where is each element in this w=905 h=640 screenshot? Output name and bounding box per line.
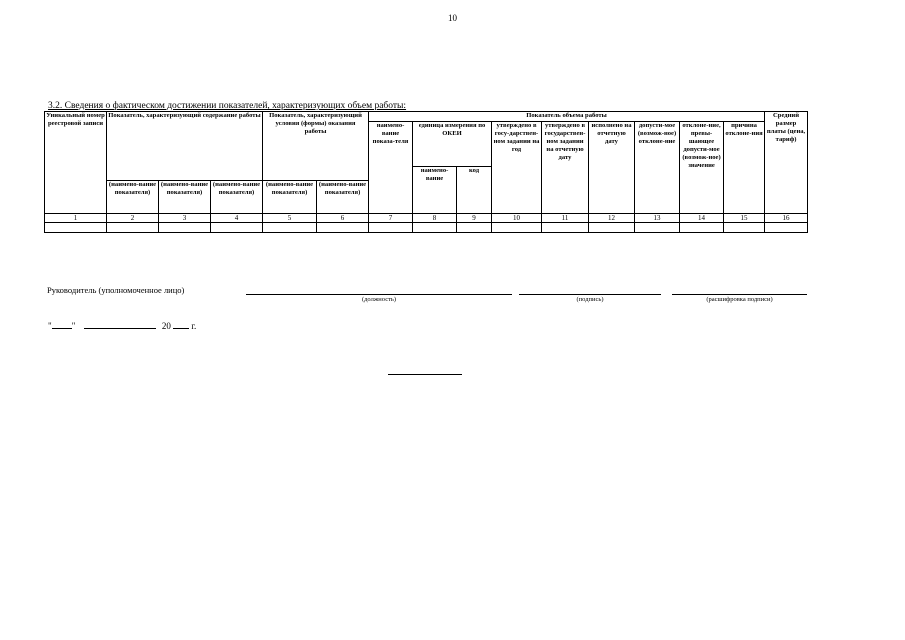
signature-label: Руководитель (уполномоченное лицо) <box>47 285 185 295</box>
header-average-fee: Средний размер платы (цена, тариф) <box>765 112 808 214</box>
quote-open: " <box>48 321 52 331</box>
column-number: 14 <box>680 214 724 223</box>
data-cell[interactable] <box>680 223 724 233</box>
header-content-indicator: Показатель, характеризующий содержание работы <box>107 112 263 181</box>
column-number: 10 <box>492 214 542 223</box>
column-number: 7 <box>369 214 413 223</box>
column-number: 13 <box>635 214 680 223</box>
column-number: 4 <box>211 214 263 223</box>
data-cell[interactable] <box>211 223 263 233</box>
quote-close: " <box>71 321 76 331</box>
position-caption: (должность) <box>361 296 397 303</box>
column-number: 11 <box>542 214 589 223</box>
header-condition-indicator: Показатель, характеризующий условия (формы) оказания работы <box>263 112 369 181</box>
decode-line[interactable] <box>672 294 807 295</box>
header-sub-indicator: (наимено-вание показателя) <box>159 181 211 214</box>
header-okei-code: код <box>457 167 492 214</box>
column-number: 2 <box>107 214 159 223</box>
column-number: 3 <box>159 214 211 223</box>
header-deviation-reason: причина отклоне-ния <box>724 122 765 214</box>
year-suffix: г. <box>191 321 197 331</box>
signature-caption: (подпись) <box>576 296 604 303</box>
data-cell[interactable] <box>263 223 317 233</box>
year-field[interactable] <box>173 320 189 329</box>
data-cell[interactable] <box>724 223 765 233</box>
data-cell[interactable] <box>45 223 107 233</box>
page-number: 10 <box>448 13 457 23</box>
column-number: 1 <box>45 214 107 223</box>
header-deviation-exceeding: отклоне-ние, превы-шающее допусти-мое (возмож-ное) значение <box>680 122 724 214</box>
header-sub-indicator: (наимено-вание показателя) <box>107 181 159 214</box>
data-cell[interactable] <box>317 223 369 233</box>
column-number: 5 <box>263 214 317 223</box>
header-allowed-deviation: допусти-мое (возмож-ное) отклоне-ние <box>635 122 680 214</box>
header-sub-indicator: (наимено-вание показателя) <box>263 181 317 214</box>
column-number: 15 <box>724 214 765 223</box>
section-title: 3.2. Сведения о фактическом достижении показателей, характеризующих объем работы: <box>48 101 407 111</box>
day-field[interactable] <box>52 320 72 329</box>
table-row <box>45 223 808 233</box>
header-executed: исполнено на отчетную дату <box>589 122 635 214</box>
header-approved-date: утверждено в государствен-ном задании на отчетную дату <box>542 122 589 214</box>
column-number: 8 <box>413 214 457 223</box>
date-line <box>48 320 196 331</box>
data-cell[interactable] <box>635 223 680 233</box>
data-cell[interactable] <box>492 223 542 233</box>
header-sub-indicator: (наимено-вание показателя) <box>317 181 369 214</box>
column-number: 9 <box>457 214 492 223</box>
year-prefix: 20 <box>161 321 171 331</box>
signature-line[interactable] <box>519 294 661 295</box>
data-cell[interactable] <box>413 223 457 233</box>
header-sub-indicator: (наимено-вание показателя) <box>211 181 263 214</box>
data-cell[interactable] <box>765 223 808 233</box>
header-indicator-name: наимено-вание показа-теля <box>369 122 413 214</box>
month-field[interactable] <box>84 320 156 329</box>
data-cell[interactable] <box>159 223 211 233</box>
data-cell[interactable] <box>542 223 589 233</box>
data-cell[interactable] <box>589 223 635 233</box>
data-cell[interactable] <box>457 223 492 233</box>
header-approved-year: утверждено в госу-дарствен-ном задании на год <box>492 122 542 214</box>
header-okei-name: наимено-вание <box>413 167 457 214</box>
column-number: 12 <box>589 214 635 223</box>
column-number: 6 <box>317 214 369 223</box>
header-unique-record: Уникальный номер реестровой записи <box>45 112 107 214</box>
header-volume-indicator: Показатель объема работы <box>369 112 765 122</box>
decode-caption: (расшифровка подписи) <box>706 296 773 303</box>
data-cell[interactable] <box>107 223 159 233</box>
column-number: 16 <box>765 214 808 223</box>
header-okei-unit: единица измерения по ОКЕИ <box>413 122 492 167</box>
position-line[interactable] <box>246 294 512 295</box>
footer-rule <box>388 374 462 375</box>
volume-report-table <box>44 111 808 233</box>
data-cell[interactable] <box>369 223 413 233</box>
